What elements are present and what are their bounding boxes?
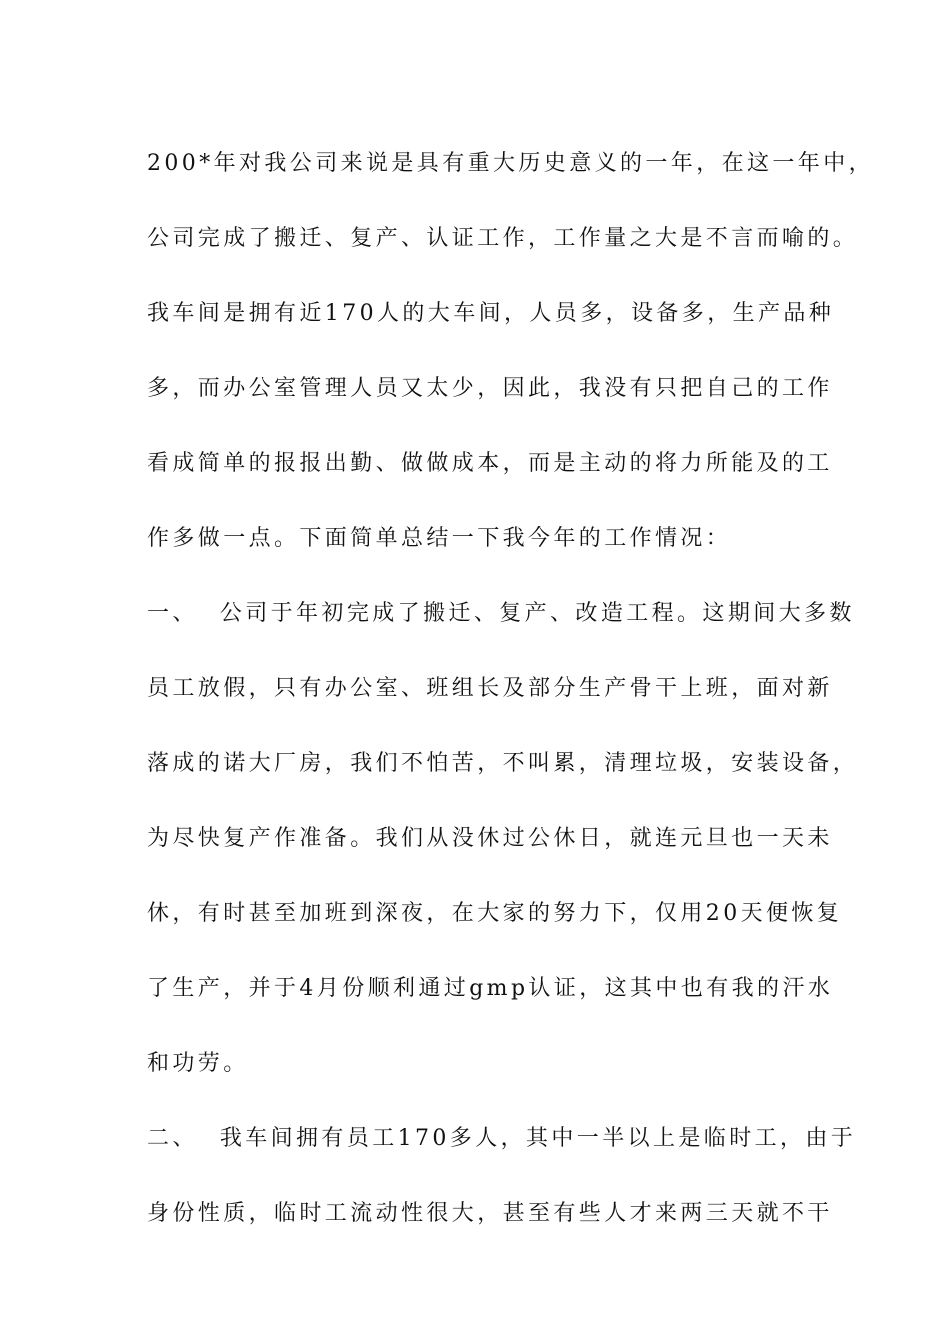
text-line: 为尽快复产作准备。我们从没休过公休日，就连元旦也一天未 bbox=[147, 826, 833, 851]
text-line: 作多做一点。下面简单总结一下我今年的工作情况： bbox=[147, 526, 732, 551]
text-line: 公司于年初完成了搬迁、复产、改造工程。这期间大多数 bbox=[219, 601, 855, 626]
text-line: 200*年对我公司来说是具有重大历史意义的一年，在这一年中， bbox=[147, 151, 874, 176]
text-line: 员工放假，只有办公室、班组长及部分生产骨干上班，面对新 bbox=[147, 676, 833, 701]
text-line: 了生产，并于4月份顺利通过gmp认证，这其中也有我的汗水 bbox=[147, 976, 834, 1001]
text-line: 我车间拥有员工170多人，其中一半以上是临时工，由于 bbox=[219, 1126, 857, 1151]
text-line: 和功劳。 bbox=[147, 1051, 249, 1076]
text-line: 我车间是拥有近170人的大车间，人员多，设备多，生产品种 bbox=[147, 301, 835, 326]
section-1-marker: 一、 bbox=[147, 601, 198, 626]
section-2-first-line bbox=[147, 1101, 857, 1176]
text-line: 多，而办公室管理人员又太少，因此，我没有只把自己的工作 bbox=[147, 376, 833, 401]
text-line: 落成的诺大厂房，我们不怕苦，不叫累，清理垃圾，安装设备， bbox=[147, 751, 859, 776]
document-body bbox=[147, 126, 874, 1251]
section-2-marker: 二、 bbox=[147, 1126, 198, 1151]
text-line: 休，有时甚至加班到深夜，在大家的努力下，仅用20天便恢复 bbox=[147, 901, 843, 926]
text-line: 看成简单的报报出勤、做做成本，而是主动的将力所能及的工 bbox=[147, 451, 833, 476]
section-1-first-line bbox=[147, 576, 855, 651]
text-line: 公司完成了搬迁、复产、认证工作，工作量之大是不言而喻的。 bbox=[147, 226, 859, 251]
text-line: 身份性质，临时工流动性很大，甚至有些人才来两三天就不干 bbox=[147, 1201, 833, 1226]
